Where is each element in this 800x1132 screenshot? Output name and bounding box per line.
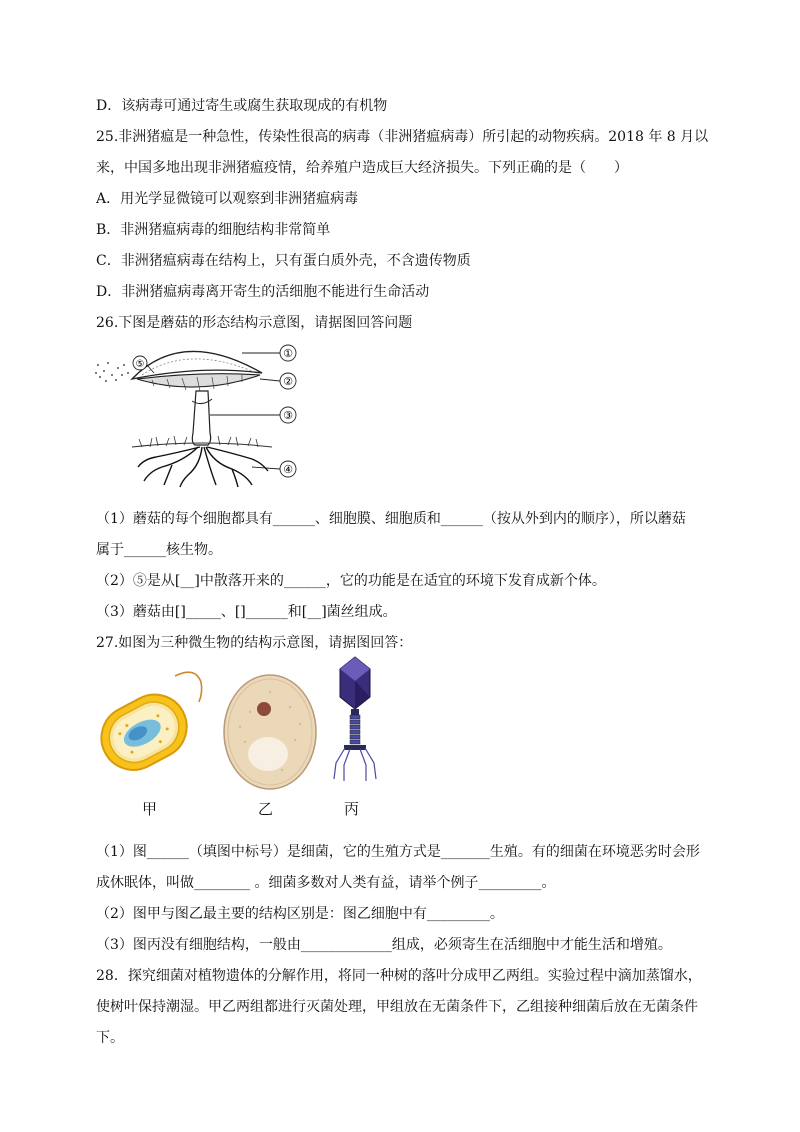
question-26-2: （2）⑤是从[__]中散落开来的______，它的功能是在适宜的环境下发育成新个体。: [96, 573, 606, 589]
label-jia: 甲: [142, 800, 158, 818]
question-27-1: （1）图______（填图中标号）是细菌，它的生殖方式是_______生殖。有的细菌在环境恶劣时会形: [96, 844, 700, 860]
question-27-2: （2）图甲与图乙最主要的结构区别是：图乙细胞中有_________。: [96, 906, 504, 922]
question-26-1: （1）蘑菇的每个细胞都具有______、细胞膜、细胞质和______（按从外到内的顺序），所以蘑菇: [96, 511, 686, 527]
option-d: D．非洲猪瘟病毒离开寄生的活细胞不能进行生命活动: [96, 284, 430, 300]
text-line: D．该病毒可通过寄生或腐生获取现成的有机物: [96, 98, 388, 114]
text-line: 成休眠体，叫做________ 。细菌多数对人类有益，请举个例子_________。: [96, 875, 556, 891]
label-yi: 乙: [258, 800, 274, 818]
text-line: 下。: [96, 1030, 124, 1046]
label-3: ③: [283, 409, 293, 422]
option-a: A．用光学显微镜可以观察到非洲猪瘟病毒: [96, 191, 359, 207]
label-bing: 丙: [344, 800, 360, 818]
yeast-diagram: [220, 672, 320, 792]
option-c: C．非洲猪瘟病毒在结构上，只有蛋白质外壳，不含遗传物质: [96, 253, 471, 269]
question-25: 25.非洲猪瘟是一种急性，传染性很高的病毒（非洲猪瘟病毒）所引起的动物疾病。2018 年 8 月以: [96, 129, 709, 145]
question-26: 26.下图是蘑菇的形态结构示意图，请据图回答问题: [96, 315, 413, 331]
text-line: 属于______核生物。: [96, 542, 222, 558]
bacterium-diagram: [95, 668, 215, 788]
question-28: 28．探究细菌对植物遗体的分解作用，将同一种树的落叶分成甲乙两组。实验过程中滴加蒸馏水，: [96, 968, 702, 984]
label-5: ⑤: [135, 359, 145, 370]
text-line: 使树叶保持潮湿。甲乙两组都进行灭菌处理，甲组放在无菌条件下，乙组接种细菌后放在无菌条件: [96, 999, 698, 1015]
question-26-3: （3）蘑菇由[]_____、[]______和[__]菌丝组成。: [96, 604, 397, 620]
mushroom-diagram: [92, 335, 312, 490]
question-27: 27.如图为三种微生物的结构示意图，请据图回答：: [96, 635, 413, 651]
label-4: ④: [283, 463, 293, 476]
label-2: ②: [283, 375, 293, 388]
label-1: ①: [283, 347, 293, 360]
phage-diagram: [330, 655, 380, 785]
question-27-3: （3）图丙没有细胞结构，一般由_____________组成，必须寄生在活细胞中才能生活和增殖。: [96, 937, 672, 953]
text-line: 来，中国多地出现非洲猪瘟疫情，给养殖户造成巨大经济损失。下列正确的是（ ）: [96, 160, 628, 176]
option-b: B．非洲猪瘟病毒的细胞结构非常简单: [96, 222, 331, 238]
